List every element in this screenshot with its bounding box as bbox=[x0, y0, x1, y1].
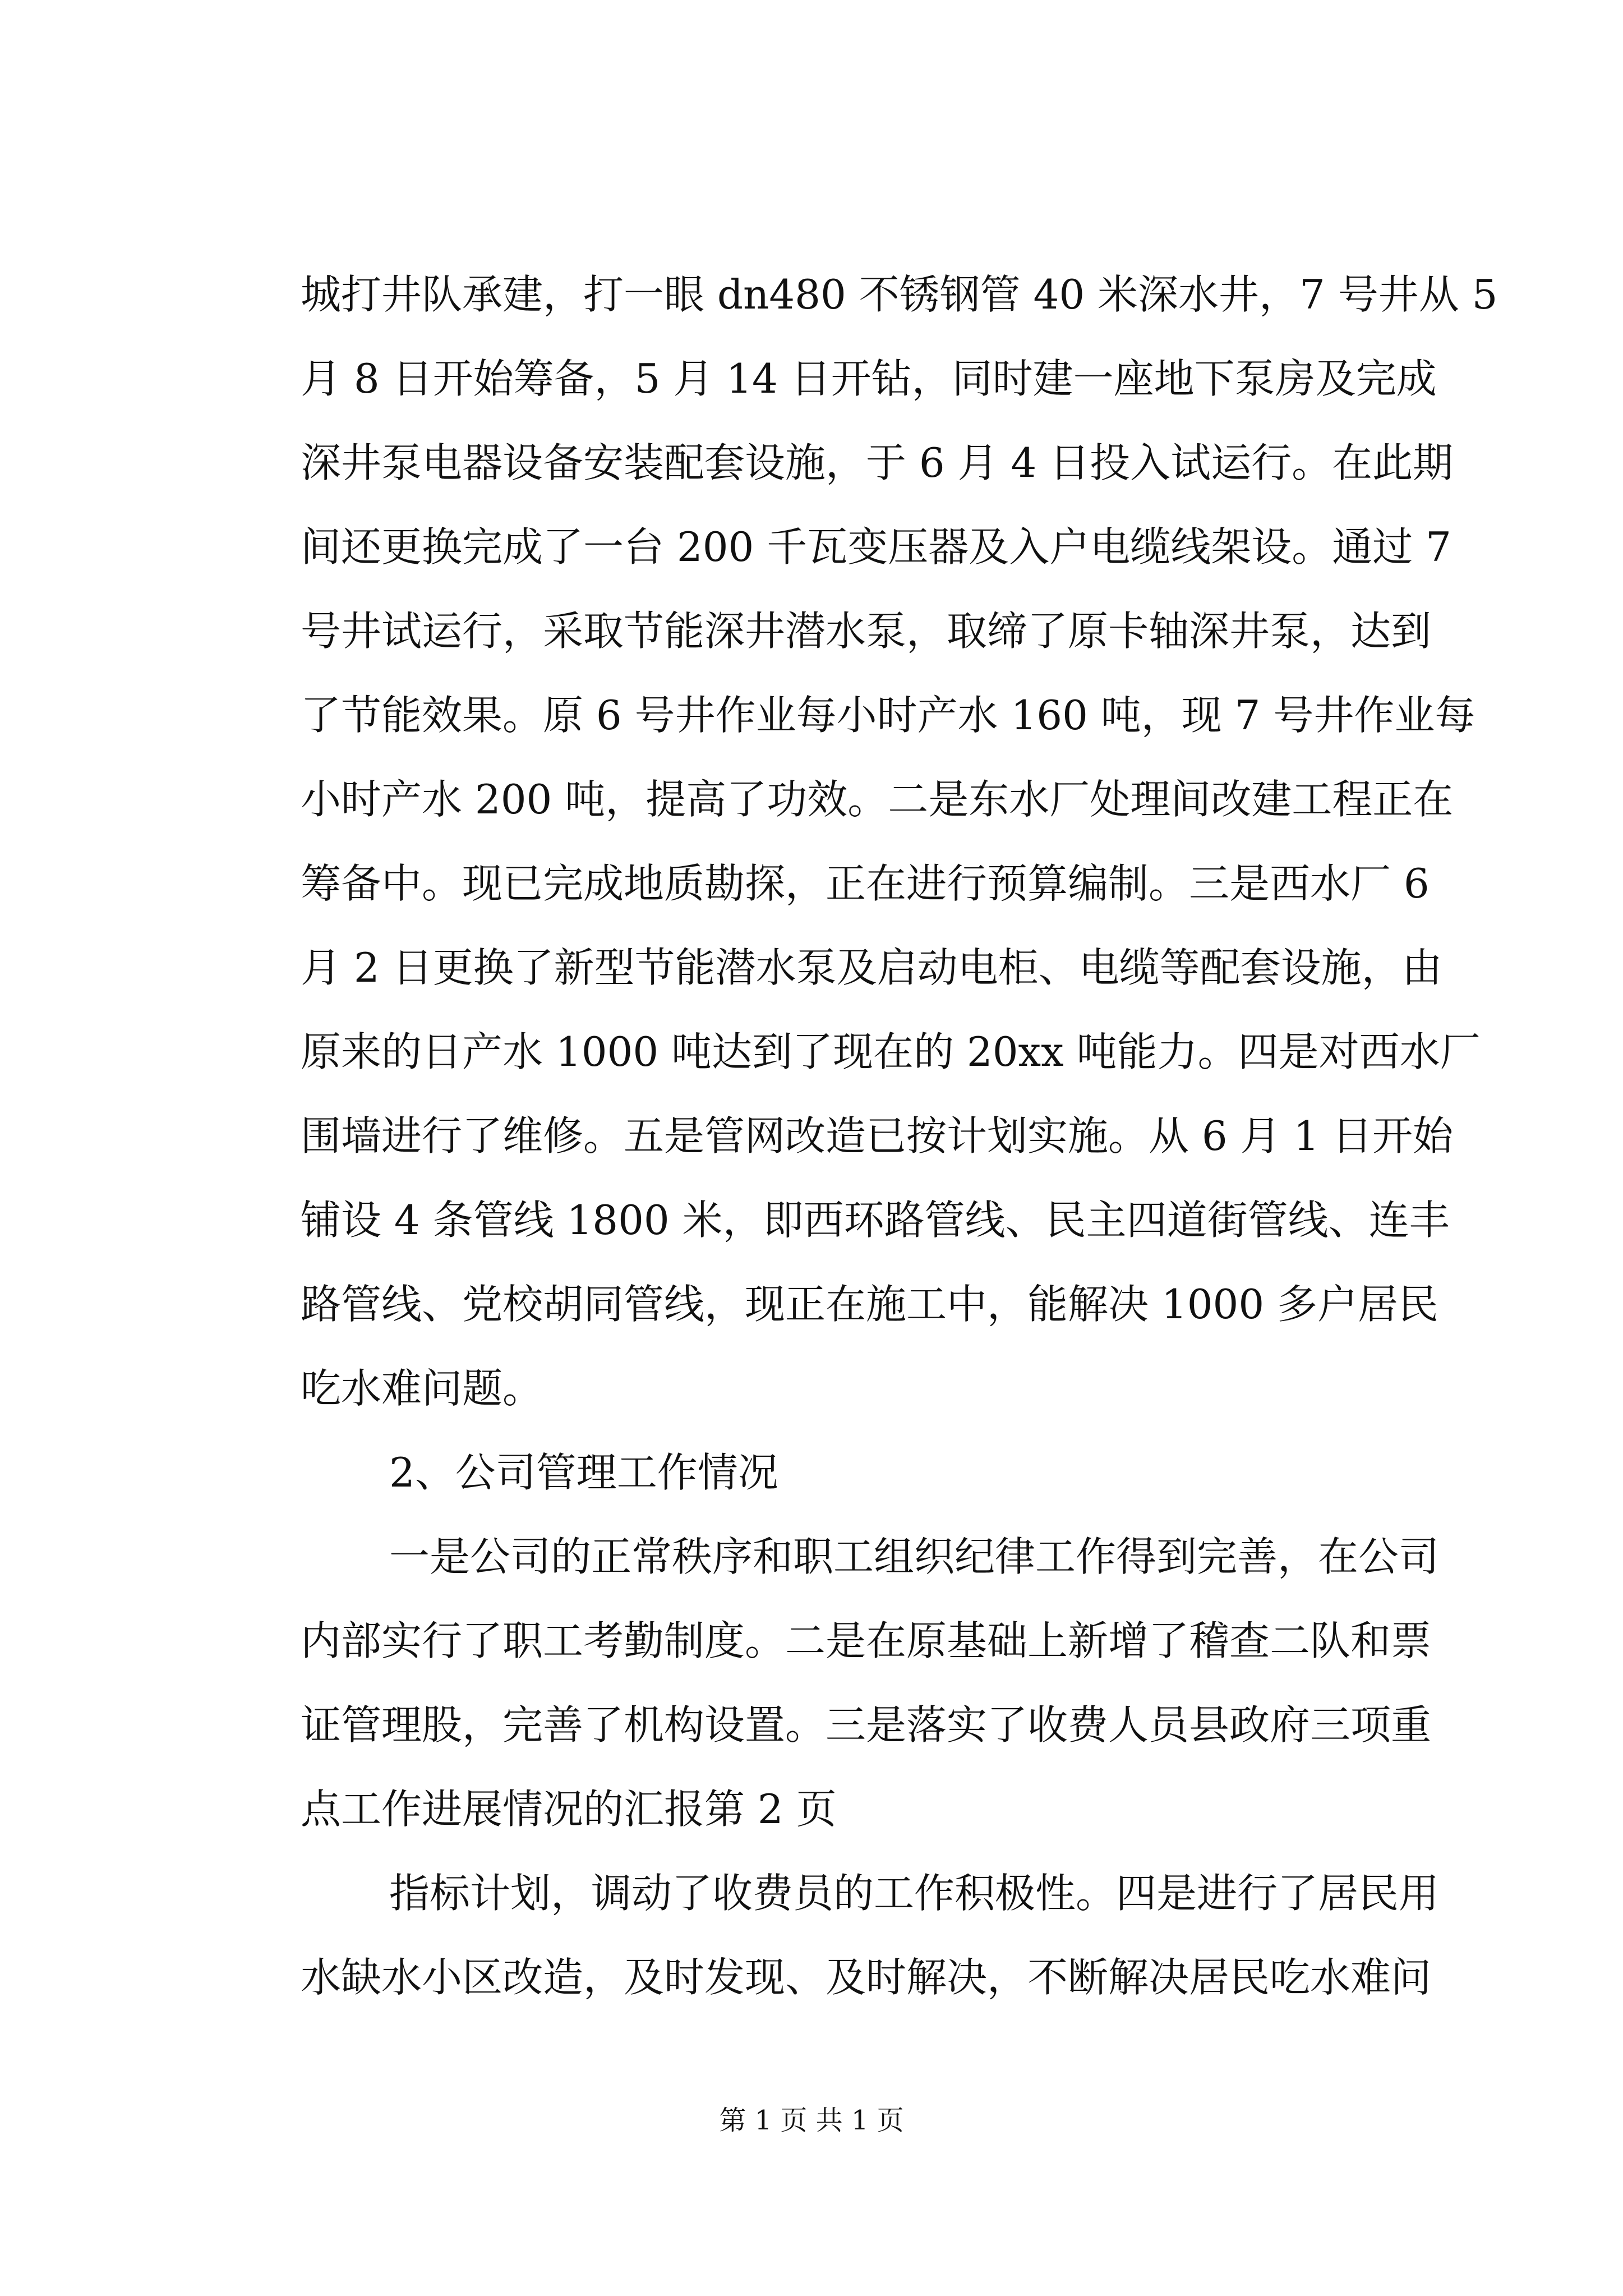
text-line: 内部实行了职工考勤制度。二是在原基础上新增了稽查二队和票 bbox=[301, 1617, 1432, 1664]
section-heading: 2、公司管理工作情况 bbox=[389, 1449, 778, 1496]
text-line: 了节能效果。原 6 号井作业每小时产水 160 吨，现 7 号井作业每 bbox=[301, 692, 1476, 739]
text-line: 月 2 日更换了新型节能潜水泵及启动电柜、电缆等配套设施，由 bbox=[301, 944, 1442, 991]
text-line: 铺设 4 条管线 1800 米，即西环路管线、民主四道街管线、连丰 bbox=[301, 1197, 1450, 1244]
text-line: 围墙进行了维修。五是管网改造已按计划实施。从 6 月 1 日开始 bbox=[301, 1112, 1454, 1159]
text-line: 深井泵电器设备安装配套设施，于 6 月 4 日投入试运行。在此期 bbox=[301, 439, 1454, 486]
text-line: 城打井队承建，打一眼 dn480 不锈钢管 40 米深水井，7 号井从 5 bbox=[301, 271, 1498, 318]
text-line: 一是公司的正常秩序和职工组织纪律工作得到完善，在公司 bbox=[389, 1533, 1440, 1580]
text-line: 筹备中。现已完成地质勘探，正在进行预算编制。三是西水厂 6 bbox=[301, 860, 1430, 907]
text-line: 点工作进展情况的汇报第 2 页 bbox=[301, 1786, 837, 1833]
text-line: 月 8 日开始筹备，5 月 14 日开钻，同时建一座地下泵房及完成 bbox=[301, 355, 1437, 402]
text-line: 吃水难问题。 bbox=[301, 1365, 543, 1412]
text-line: 间还更换完成了一台 200 千瓦变压器及入户电缆线架设。通过 7 bbox=[301, 523, 1451, 570]
page-footer: 第 1 页 共 1 页 bbox=[719, 2105, 904, 2136]
text-line: 证管理股，完善了机构设置。三是落实了收费人员县政府三项重 bbox=[301, 1701, 1432, 1749]
text-line: 小时产水 200 吨，提高了功效。二是东水厂处理间改建工程正在 bbox=[301, 776, 1454, 823]
text-line: 号井试运行，采取节能深井潜水泵，取缔了原卡轴深井泵，达到 bbox=[301, 608, 1432, 655]
text-line: 水缺水小区改造，及时发现、及时解决，不断解决居民吃水难问 bbox=[301, 1954, 1432, 2001]
text-line: 原来的日产水 1000 吨达到了现在的 20xx 吨能力。四是对西水厂 bbox=[301, 1028, 1481, 1075]
text-line: 指标计划，调动了收费员的工作积极性。四是进行了居民用 bbox=[389, 1870, 1440, 1917]
text-line: 路管线、党校胡同管线，现正在施工中，能解决 1000 多户居民 bbox=[301, 1281, 1439, 1328]
